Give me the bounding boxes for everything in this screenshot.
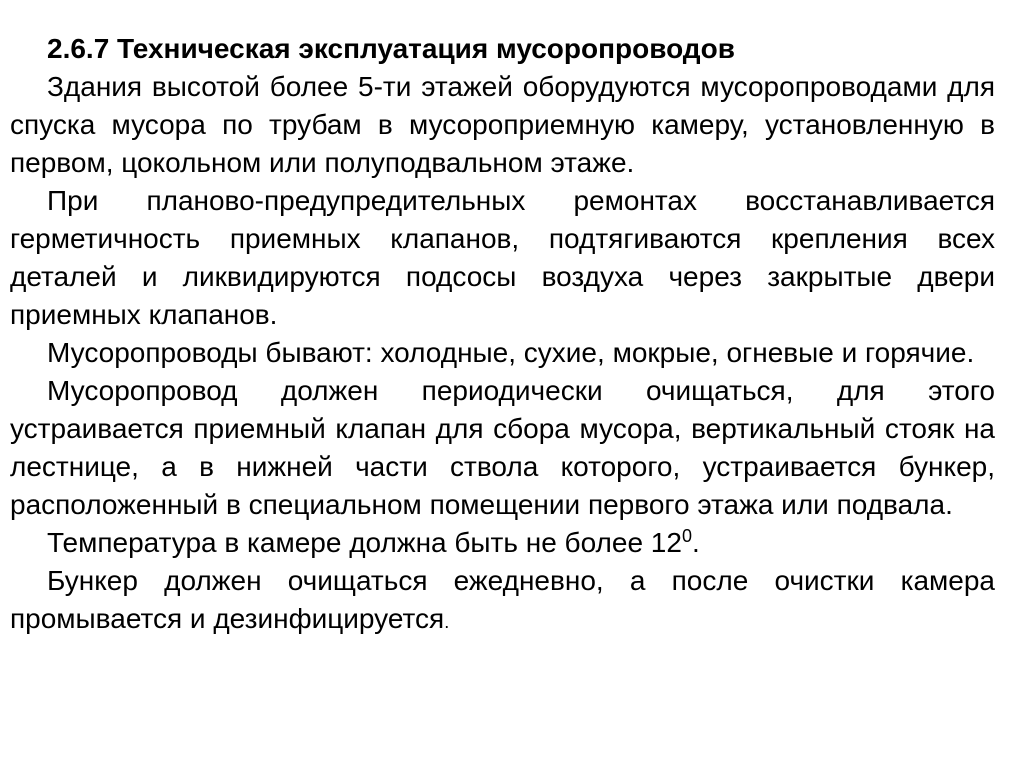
paragraph-buildings: Здания высотой более 5-ти этажей оборудуются мусоропроводами для спуска мусора по трубам в мусороприемную камеру, установленную в первом, цокольном или полуподвальном этаже. [10,71,995,178]
temperature-text: Температура в камере должна быть не более 12 [47,527,682,558]
bunker-period: . [444,612,450,632]
paragraph-repairs: При планово-предупредительных ремонтах восстанавливается герметичность приемных клапанов, подтягиваются крепления всех деталей и ликвидируются подсосы воздуха через закрытые двери приемных клапанов. [10,185,995,330]
paragraph-types: Мусоропроводы бывают: холодные, сухие, мокрые, огневые и горячие. [47,337,975,368]
temperature-superscript: 0 [681,526,692,546]
bunker-text: Бункер должен очищаться ежедневно, а после очистки камера промывается и дезинфицируется [10,565,995,634]
paragraph-cleaning: Мусоропровод должен периодически очищаться, для этого устраивается приемный клапан для сбора мусора, вертикальный стояк на лестнице, а в нижней части ствола которого, устраивается бункер, расположенный в специальном помещении первого этажа или подвала. [10,375,995,520]
paragraph-bunker [10,562,995,641]
temperature-period: . [691,527,700,558]
document-page [10,30,995,641]
paragraph-temperature [10,524,995,562]
section-heading: 2.6.7 Техническая эксплуатация мусоропроводов [47,33,735,64]
